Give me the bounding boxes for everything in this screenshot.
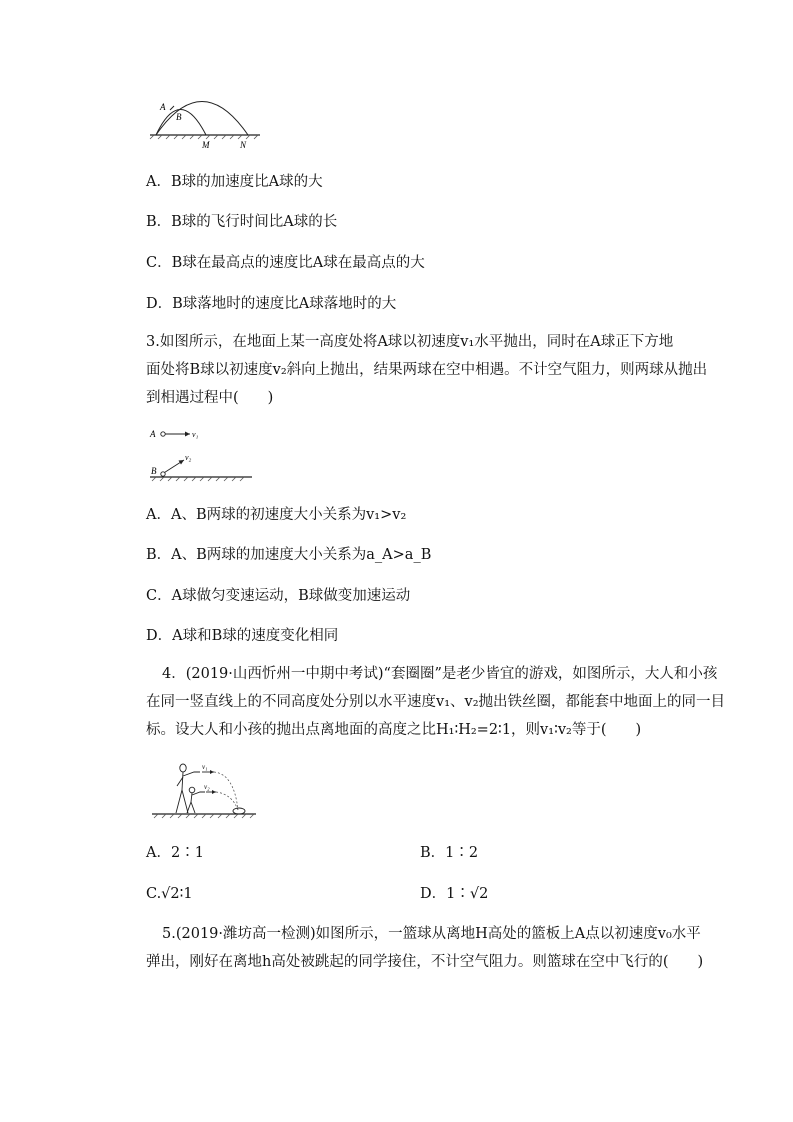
trajectory-b (156, 102, 248, 136)
q4-stem-line1: 4．(2019·山西忻州一中期中考试)“套圈圈”是老少皆宜的游戏，如图所示，大人和小孩 (162, 666, 718, 682)
q3-option-c: C．A球做匀变速运动，B球做变加速运动 (146, 588, 411, 604)
q3-stem-line1: 3.如图所示，在地面上某一高度处将A球以初速度v₁水平抛出，同时在A球正下方地 (146, 334, 674, 350)
q5-stem-line1: 5.(2019·潍坊高一检测)如图所示，一篮球从离地H高处的篮板上A点以初速度v₀水平 (162, 926, 701, 942)
q3-option-b: B．A、B两球的加速度大小关系为a_A>a_B (146, 547, 432, 563)
label-m: M (202, 140, 210, 150)
q4-stem-line3: 标。设大人和小孩的抛出点离地面的高度之比H₁∶H₂=2∶1，则v₁∶v₂等于( ) (146, 722, 642, 738)
q2-option-a: A．B球的加速度比A球的大 (146, 174, 323, 190)
label-n: N (240, 140, 247, 150)
q3-figure (148, 422, 256, 484)
q3-option-a: A．A、B两球的初速度大小关系为v₁>v₂ (146, 507, 407, 523)
q4-option-a: A．2∶1 (146, 845, 204, 861)
q3-stem-line3: 到相遇过程中( ) (146, 390, 274, 406)
target (233, 808, 245, 814)
label-b: B (151, 466, 157, 476)
q4-stem-line2: 在同一竖直线上的不同高度处分别以水平速度v₁、v₂抛出铁丝圈，都能套中地面上的同一目 (146, 694, 726, 710)
q2-option-c: C．B球在最高点的速度比A球在最高点的大 (146, 255, 425, 271)
label-v1: v₁ (192, 430, 199, 439)
label-b: B (176, 112, 182, 122)
q3-option-d: D．A球和B球的速度变化相同 (146, 628, 339, 644)
label-v2: v₂ (185, 453, 192, 462)
ring-toss-figure (150, 760, 260, 822)
q4-option-c: C.√2∶1 (146, 886, 193, 902)
child-figure (187, 787, 205, 813)
trajectory-figure (148, 92, 263, 152)
q5-stem-line2: 弹出，刚好在离地h高处被跳起的同学接住，不计空气阻力。则篮球在空中飞行的( ) (146, 954, 704, 970)
q4-option-d: D．1∶√2 (420, 886, 489, 902)
label-v2: v₂ (204, 783, 210, 791)
label-a: A (150, 429, 156, 439)
label-v1: v₁ (202, 763, 208, 771)
q2-option-d: D．B球落地时的速度比A球落地时的大 (146, 296, 397, 312)
label-a: A (160, 102, 166, 112)
adult-figure (176, 764, 200, 813)
q3-stem-line2: 面处将B球以初速度v₂斜向上抛出，结果两球在空中相遇。不计空气阻力，则两球从抛出 (146, 362, 708, 378)
q4-option-b: B．1∶2 (420, 845, 479, 861)
q2-option-b: B．B球的飞行时间比A球的长 (146, 214, 338, 230)
